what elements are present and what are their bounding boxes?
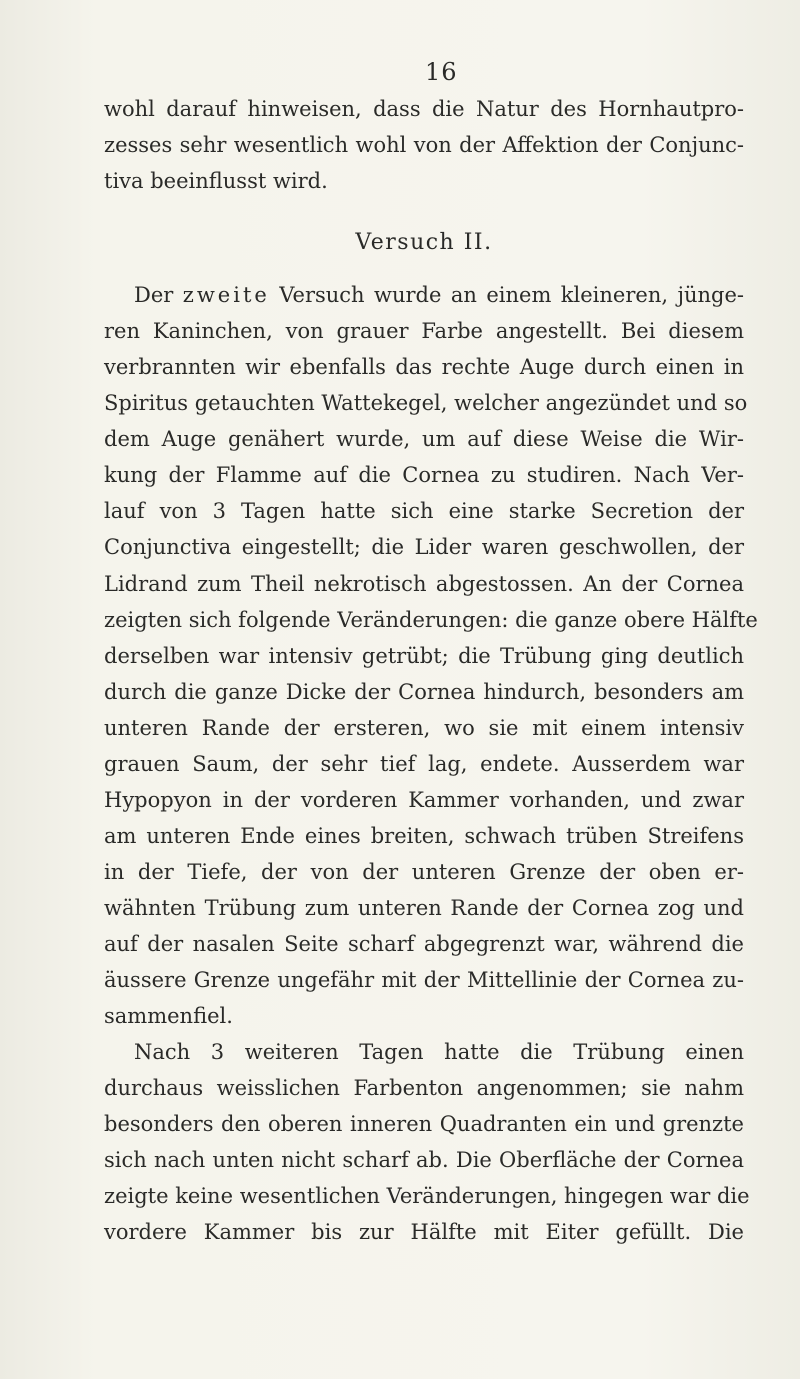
text-line: am unteren Ende eines breiten, schwach trüben Streifens xyxy=(104,823,744,848)
section-heading: Versuch II. xyxy=(355,230,493,256)
text-line: Lidrand zum Theil nekrotisch abgestossen. An der Cornea xyxy=(104,571,744,596)
text-line: verbrannten wir ebenfalls das rechte Auge durch einen in xyxy=(104,355,744,380)
text-line: durchaus weisslichen Farbenton angenommen; sie nahm xyxy=(104,1076,744,1101)
text-line: besonders den oberen inneren Quadranten ein und grenzte xyxy=(104,1112,744,1137)
text-line: Spiritus getauchten Wattekegel, welcher angezündet und so xyxy=(104,391,748,416)
spaced-word: zweite xyxy=(182,283,270,308)
first-line-rest: Versuch wurde an einem kleineren, jünge- xyxy=(279,283,744,308)
text-line: Nach 3 weiteren Tagen hatte die Trübung einen xyxy=(134,1040,744,1065)
text-line: sammenfiel. xyxy=(104,1004,233,1029)
text-line: kung der Flamme auf die Cornea zu studiren. Nach Ver- xyxy=(104,463,744,488)
text-line: derselben war intensiv getrübt; die Trübung ging deutlich xyxy=(104,643,744,668)
text-line: auf der nasalen Seite scharf abgegrenzt war, während die xyxy=(104,931,744,956)
text-line: wohl darauf hinweisen, dass die Natur des Hornhautpro- xyxy=(104,97,744,121)
page-text xyxy=(104,91,758,1250)
text-line: in der Tiefe, der von der unteren Grenze der oben er- xyxy=(104,859,744,884)
text-line: vordere Kammer bis zur Hälfte mit Eiter gefüllt. Die xyxy=(104,1220,744,1245)
text-line: sich nach unten nicht scharf ab. Die Oberfläche der Cornea xyxy=(104,1148,744,1173)
text-line: Hypopyon in der vorderen Kammer vorhanden, und zwar xyxy=(104,787,744,812)
text-line: wähnten Trübung zum unteren Rande der Cornea zog und xyxy=(104,895,744,920)
page-number: 16 xyxy=(425,58,458,86)
paragraph-first-line xyxy=(104,277,744,313)
text-line: zeigten sich folgende Veränderungen: die ganze obere Hälfte xyxy=(104,607,758,632)
text-line: dem Auge genähert wurde, um auf diese Weise die Wir- xyxy=(104,427,744,452)
text-line: unteren Rande der ersteren, wo sie mit einem intensiv xyxy=(104,715,744,740)
text-line: tiva beeinflusst wird. xyxy=(104,169,328,194)
text-line: zeigte keine wesentlichen Veränderungen, hingegen war die xyxy=(104,1184,750,1209)
text-line: Conjunctiva eingestellt; die Lider waren geschwollen, der xyxy=(104,535,744,560)
text-line: ren Kaninchen, von grauer Farbe angestellt. Bei diesem xyxy=(104,319,744,344)
text-line: durch die ganze Dicke der Cornea hindurch, besonders am xyxy=(104,679,744,704)
text-line: grauen Saum, der sehr tief lag, endete. Ausserdem war xyxy=(104,751,744,776)
text-line: lauf von 3 Tagen hatte sich eine starke Secretion der xyxy=(104,499,744,524)
text-line: zesses sehr wesentlich wohl von der Affektion der Conjunc- xyxy=(104,133,744,158)
first-word: Der xyxy=(134,283,174,308)
text-line: äussere Grenze ungefähr mit der Mittellinie der Cornea zu- xyxy=(104,968,744,993)
